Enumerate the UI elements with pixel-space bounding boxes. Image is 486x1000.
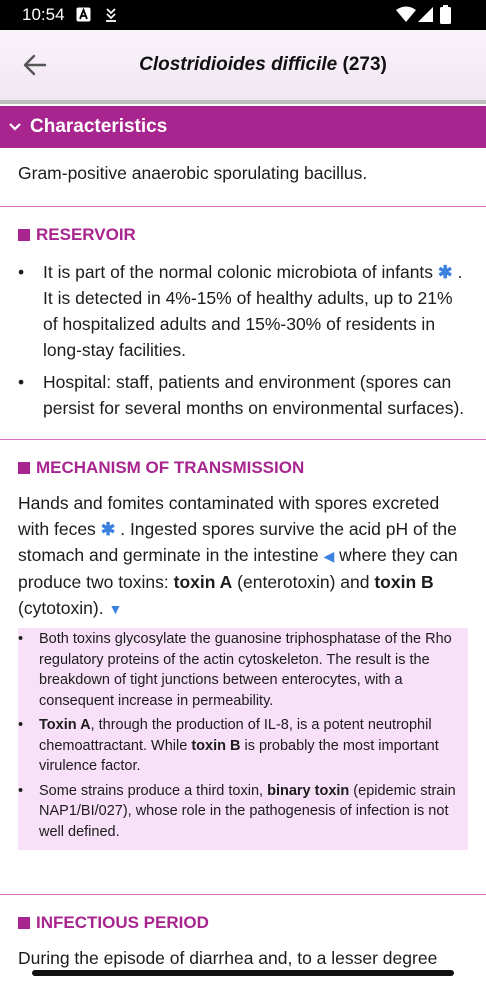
wifi-icon	[396, 6, 416, 22]
section-header-label: Characteristics	[30, 116, 168, 137]
bullet-dot: •	[18, 262, 25, 282]
collapse-left-triangle-icon[interactable]: ◀	[323, 548, 335, 564]
transmission-text-part: . Ingested spores survive the acid pH of the stomach and germinate in the intestine	[18, 519, 457, 565]
list-item-text: Hospital: staff, patients and environment (spores can persist for several months on environmental surfaces).	[43, 372, 465, 418]
bullet-dot: •	[18, 782, 24, 799]
bullet-dot: •	[18, 717, 24, 733]
section-header-characteristics[interactable]	[0, 106, 486, 148]
heading-infectious-period	[0, 913, 486, 933]
note-bold-term: toxin B	[191, 737, 241, 754]
gesture-nav-bar	[0, 970, 486, 1000]
bullet-dot: •	[18, 631, 24, 647]
page-title	[60, 54, 466, 76]
transmission-text	[0, 490, 486, 622]
gesture-handle[interactable]	[32, 970, 454, 976]
note-item-text: Some strains produce a third toxin,	[39, 782, 268, 799]
infectious-period-text: During the episode of diarrhea and, to a lesser degree	[18, 948, 438, 968]
chevron-down-icon	[8, 120, 22, 134]
transmission-text-part: where they can produce two toxins:	[18, 545, 458, 592]
note-bold-term: Toxin A	[39, 717, 91, 733]
expanded-note-box	[18, 628, 468, 850]
status-bar	[0, 0, 486, 30]
list-item-text: . It is detected in 4%-15% of healthy adults, up to 21% of hospitalized adults and 15%-30% of residents in long-stay facilities.	[43, 262, 463, 360]
list-item-text: It is part of the normal colonic microbiota of infants	[43, 262, 438, 282]
heading-transmission	[0, 458, 486, 478]
note-item-text: (epidemic strain NAP1/BI/027), whose role in the pathogenesis of infection is not well defined.	[39, 782, 456, 840]
toxin-a-term: toxin A	[173, 572, 233, 592]
reservoir-list	[0, 259, 486, 421]
heading-infectious-period-label: INFECTIOUS PERIOD	[36, 913, 209, 932]
reference-asterisk-icon[interactable]: ✱	[100, 519, 116, 539]
reference-asterisk-icon[interactable]: ✱	[437, 262, 453, 282]
intro-text: Gram-positive anaerobic sporulating bacillus.	[18, 163, 368, 183]
square-bullet-icon	[18, 462, 30, 474]
download-icon	[104, 7, 118, 23]
list-item	[18, 259, 468, 363]
page-title-name: Clostridioides difficile	[139, 54, 338, 75]
heading-reservoir-label: RESERVOIR	[36, 225, 136, 244]
transmission-text-part: Hands and fomites contaminated with spores excreted with feces	[18, 493, 440, 539]
bullet-dot: •	[18, 372, 25, 392]
expand-down-triangle-icon[interactable]: ▼	[108, 601, 123, 617]
square-bullet-icon	[18, 917, 30, 929]
toxin-b-term: toxin B	[374, 572, 434, 592]
note-item-text: is probably the most important virulence factor.	[39, 737, 439, 774]
note-bold-term: binary toxin	[267, 782, 350, 799]
note-item	[18, 629, 468, 711]
content-scroll[interactable]	[0, 104, 486, 970]
note-item	[18, 715, 468, 777]
transmission-text-part: (enterotoxin) and	[232, 572, 375, 592]
note-item-text: , through the production of IL-8, is a potent neutrophil chemoattractant. While	[39, 717, 432, 754]
heading-reservoir	[0, 225, 486, 245]
status-time: 10:54	[22, 5, 65, 24]
app-bar	[0, 30, 486, 100]
back-arrow-icon[interactable]	[20, 50, 50, 80]
note-item-text: Both toxins glycosylate the guanosine triphosphatase of the Rho regulatory proteins of the actin cytoskeleton. The result is the breakdown of tight junctions between enterocytes, with a consequent increase in permeability.	[39, 631, 452, 709]
list-item	[18, 369, 468, 421]
notification-a-icon	[76, 7, 91, 22]
note-item	[18, 781, 468, 843]
signal-icon	[418, 7, 433, 22]
heading-transmission-label: MECHANISM OF TRANSMISSION	[36, 458, 305, 477]
page-title-count: (273)	[337, 54, 387, 75]
battery-icon	[440, 5, 451, 24]
square-bullet-icon	[18, 229, 30, 241]
transmission-text-part: (cytotoxin).	[18, 598, 109, 618]
